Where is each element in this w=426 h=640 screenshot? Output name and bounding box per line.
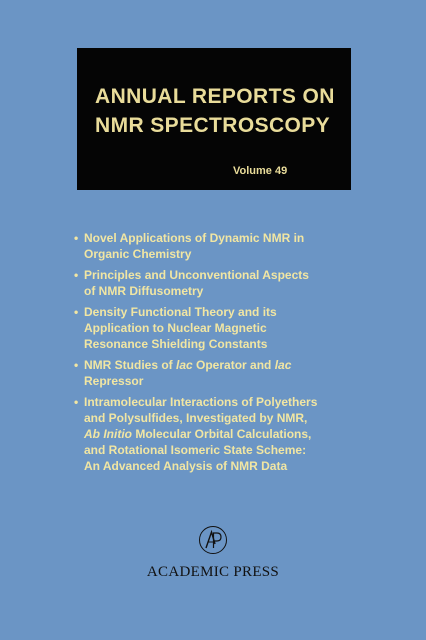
contents-item bbox=[72, 304, 372, 352]
contents-item-line bbox=[84, 283, 372, 299]
contents-text: NMR Studies of bbox=[84, 358, 176, 372]
publisher-block bbox=[0, 525, 426, 585]
contents-text: Operator and bbox=[192, 358, 275, 372]
title-panel bbox=[77, 48, 351, 190]
academic-press-ap-monogram-icon bbox=[198, 525, 228, 555]
contents-item-line bbox=[84, 336, 372, 352]
contents-text: Repressor bbox=[84, 374, 144, 388]
contents-item bbox=[72, 230, 372, 262]
contents-item-line bbox=[84, 442, 372, 458]
contents-item-line bbox=[84, 357, 372, 373]
contents-item bbox=[72, 267, 372, 299]
contents-text: Resonance Shielding Constants bbox=[84, 337, 268, 351]
contents-text: and Rotational Isomeric State Scheme: bbox=[84, 443, 307, 457]
bullet-icon: • bbox=[74, 358, 79, 372]
contents-item-line bbox=[84, 304, 372, 320]
contents-item-line bbox=[84, 458, 372, 474]
contents-item-line bbox=[84, 246, 372, 262]
italic-term: lac bbox=[274, 358, 292, 372]
bullet-icon: • bbox=[74, 395, 79, 409]
contents-text: Density Functional Theory and its bbox=[84, 305, 277, 319]
contents-item-line bbox=[84, 267, 372, 283]
series-title-line-2: NMR SPECTROSCOPY bbox=[95, 114, 331, 137]
contents-item-line bbox=[84, 426, 372, 442]
bullet-icon: • bbox=[74, 268, 79, 282]
volume-number: Volume 49 bbox=[233, 165, 288, 177]
contents-text: and Polysulfides, Investigated by NMR, bbox=[84, 411, 308, 425]
series-title-line-1: ANNUAL REPORTS ON bbox=[95, 85, 335, 108]
contents-item-line bbox=[84, 410, 372, 426]
contents-item-line bbox=[84, 394, 372, 410]
italic-term: Ab Initio bbox=[84, 427, 132, 441]
contents-text: An Advanced Analysis of NMR Data bbox=[84, 459, 288, 473]
contents-text: Intramolecular Interactions of Polyethers bbox=[84, 395, 318, 409]
contents-text: Application to Nuclear Magnetic bbox=[84, 321, 267, 335]
publisher-name: ACADEMIC PRESS bbox=[146, 564, 280, 580]
contents-item-line bbox=[84, 373, 372, 389]
contents-list bbox=[72, 230, 372, 479]
italic-term: lac bbox=[176, 358, 193, 372]
contents-item bbox=[72, 394, 372, 474]
contents-item bbox=[72, 357, 372, 389]
contents-text: Novel Applications of Dynamic NMR in bbox=[84, 231, 305, 245]
bullet-icon: • bbox=[74, 231, 79, 245]
contents-item-line bbox=[84, 230, 372, 246]
bullet-icon: • bbox=[74, 305, 79, 319]
contents-text: Organic Chemistry bbox=[84, 247, 192, 261]
contents-text: of NMR Diffusometry bbox=[84, 284, 204, 298]
contents-text: Principles and Unconventional Aspects bbox=[84, 268, 309, 282]
contents-text: Molecular Orbital Calculations, bbox=[132, 427, 312, 441]
contents-item-line bbox=[84, 320, 372, 336]
